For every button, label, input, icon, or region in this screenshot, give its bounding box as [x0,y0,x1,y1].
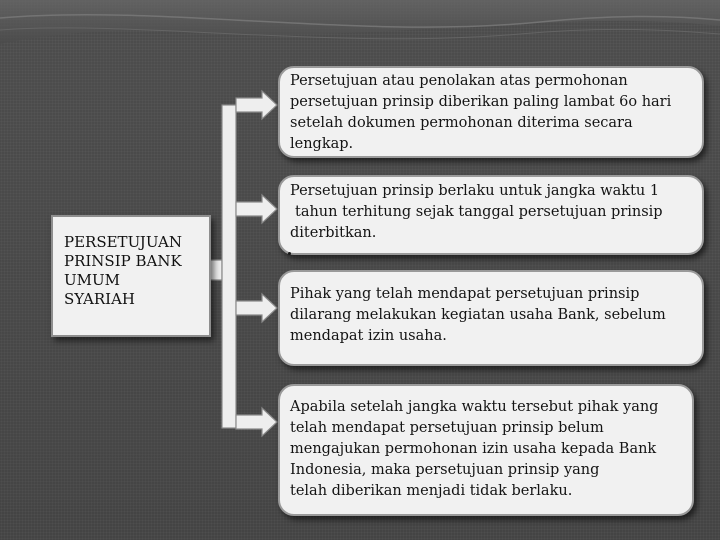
item-box-4 [278,384,694,516]
item-text-line: persetujuan prinsip diberikan paling lambat 6o hari [290,94,672,110]
root-label-line: PRINSIP BANK [64,252,182,270]
item-text-line: Indonesia, maka persetujuan prinsip yang [290,462,600,478]
connector-arrow-2 [236,195,277,223]
connector-arrow-4 [236,408,277,436]
root-node [51,215,211,337]
item-text-line: dilarang melakukan kegiatan usaha Bank, sebelum [290,307,666,323]
item-text-line: lengkap. [290,136,354,152]
item-box-1 [278,66,704,158]
root-label-line: SYARIAH [64,290,135,308]
item-text-line: Persetujuan prinsip berlaku untuk jangka waktu 1 [290,183,660,199]
stray-dot [288,252,291,255]
item-text-line: mengajukan permohonan izin usaha kepada Bank [290,441,657,457]
item-box-3 [278,270,704,366]
item-text-line: telah diberikan menjadi tidak berlaku. [290,483,573,499]
root-label-line: PERSETUJUAN [64,233,182,251]
item-box-2 [278,175,704,255]
item-text-line: Apabila setelah jangka waktu tersebut pihak yang [290,399,659,415]
item-text-line: tahun terhitung sejak tanggal persetujuan prinsip [295,204,663,220]
item-text-line: Pihak yang telah mendapat persetujuan prinsip [290,286,640,302]
connector-trunk [222,105,236,428]
connector-arrow-1 [236,91,277,119]
item-text-line: diterbitkan. [290,225,377,241]
item-text-line: Persetujuan atau penolakan atas permohonan [290,73,628,89]
item-text-line: mendapat izin usaha. [290,328,447,344]
item-text-line: telah mendapat persetujuan prinsip belum [290,420,604,436]
root-label-line: UMUM [64,271,121,289]
connector-arrow-3 [236,294,277,322]
item-text-line: setelah dokumen permohonan diterima secara [290,115,633,131]
